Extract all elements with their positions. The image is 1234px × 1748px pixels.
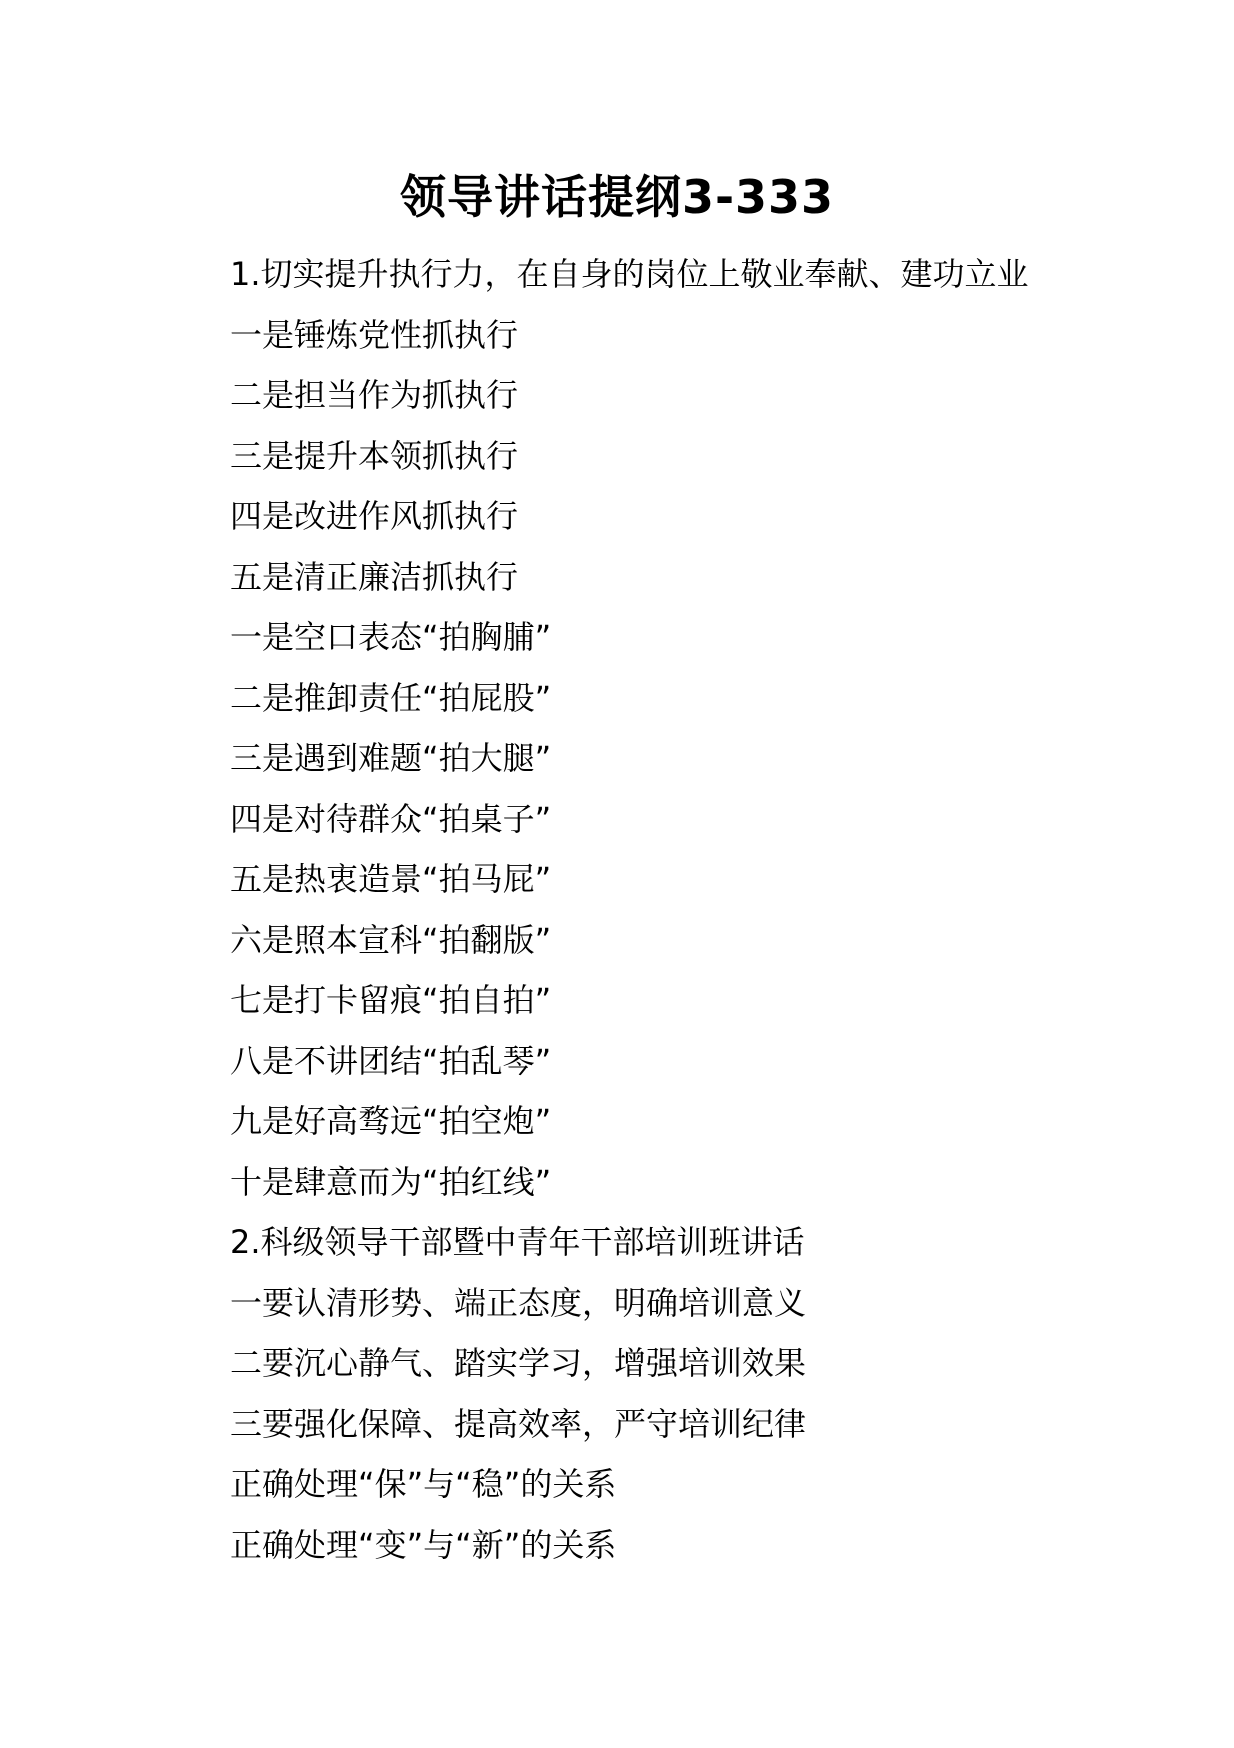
outline-item: 正确处理“保”与“稳”的关系 [230, 1465, 617, 1503]
outline-item: 三是遇到难题“拍大腿” [230, 739, 552, 777]
outline-item: 二要沉心静气、踏实学习，增强培训效果 [230, 1344, 807, 1382]
outline-item: 一是空口表态“拍胸脯” [230, 618, 552, 656]
outline-item: 三是提升本领抓执行 [230, 436, 519, 475]
outline-item: 十是肆意而为“拍红线” [230, 1162, 552, 1201]
document-body [230, 244, 1130, 1575]
section-heading-2: 2.科级领导干部暨中青年干部培训班讲话 [230, 1223, 805, 1261]
outline-item: 八是不讲团结“拍乱琴” [230, 1041, 552, 1080]
outline-item: 正确处理“变”与“新”的关系 [230, 1525, 617, 1564]
outline-item: 七是打卡留痕“拍自拍” [230, 981, 552, 1019]
outline-item: 一要认清形势、端正态度，明确培训意义 [230, 1283, 807, 1322]
document-title: 领导讲话提纲3-333 [399, 170, 835, 224]
section-heading-1: 1.切实提升执行力，在自身的岗位上敬业奉献、建功立业 [230, 255, 1029, 293]
outline-item: 三要强化保障、提高效率，严守培训纪律 [230, 1404, 807, 1443]
outline-item: 四是改进作风抓执行 [230, 497, 519, 535]
outline-item: 一是锤炼党性抓执行 [230, 315, 519, 354]
outline-item: 五是热衷造景“拍马屁” [230, 860, 552, 898]
outline-item: 四是对待群众“拍桌子” [230, 799, 552, 838]
outline-item: 六是照本宣科“拍翻版” [230, 920, 552, 959]
outline-item: 二是推卸责任“拍屁股” [230, 678, 552, 717]
outline-item: 五是清正廉洁抓执行 [230, 557, 519, 596]
outline-item: 二是担当作为抓执行 [230, 376, 519, 414]
outline-item: 九是好高骛远“拍空炮” [230, 1102, 552, 1140]
